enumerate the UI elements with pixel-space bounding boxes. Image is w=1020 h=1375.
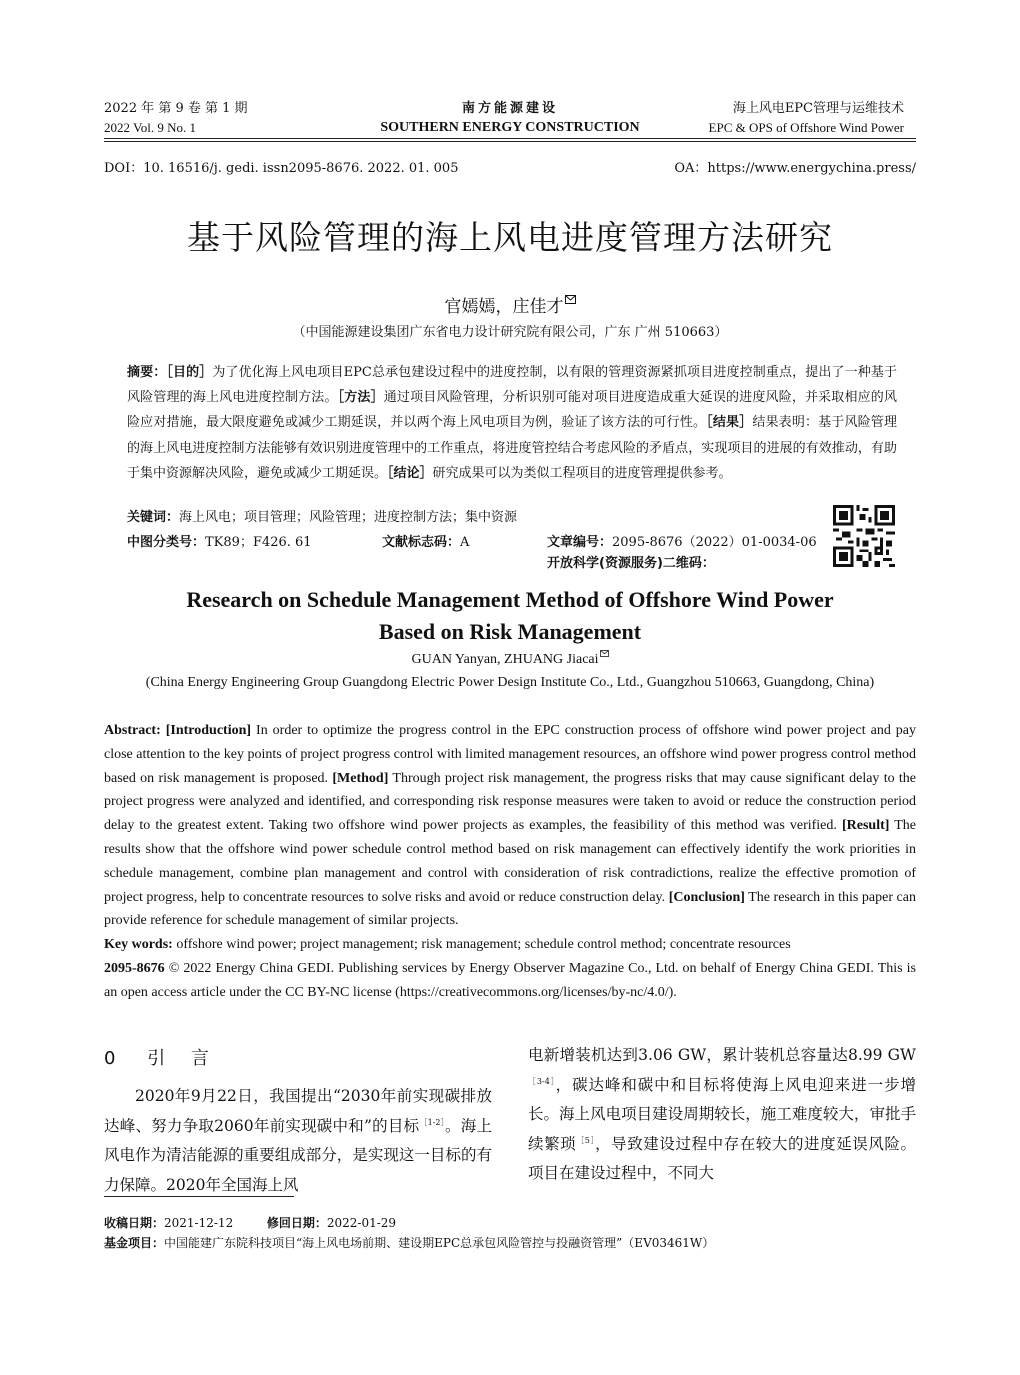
abstract-en-body: [104, 719, 916, 933]
keywords-en-text: offshore wind power; project management; risk management; schedule control method; concentrate resources: [172, 937, 791, 953]
tag-result-en: [Result]: [841, 818, 890, 834]
citation-1[interactable]: ［1-2］: [419, 1117, 446, 1127]
license-statement: [104, 957, 916, 1005]
page-title: 基于风险管理的海上风电进度管理方法研究: [187, 218, 833, 257]
abstract-conclusion: 研究成果可以为类似工程项目的进度管理提供参考。: [432, 465, 732, 481]
column-name-cn: 海上风电EPC管理与运维技术: [732, 101, 904, 116]
abstract-en-label: Abstract:: [104, 723, 161, 738]
tag-intro: [Introduction]: [165, 723, 252, 738]
title-en-line1: Research on Schedule Management Method of Offshore Wind Power: [186, 587, 834, 612]
keywords-label: 关键词：: [127, 510, 180, 525]
qr-code[interactable]: [833, 505, 895, 567]
abstract-en-conclusion: The research in this paper can provide reference for schedule management of similar projects.: [104, 889, 916, 929]
tag-conclusion-en: [Conclusion]: [668, 889, 745, 905]
abstract-en: [104, 719, 916, 1005]
issue-cn: 2022 年 第 9 卷 第 1 期: [104, 101, 248, 116]
keywords-text: 海上风电；项目管理；风险管理；进度控制方法；集中资源: [179, 510, 518, 525]
license-text: © 2022 Energy China GEDI. Publishing services by Energy Observer Magazine Co., Ltd. on behalf of Energy China GEDI. This is an open access article under the CC BY-NC license (https://creativecommons.org/licenses/by-nc/4.0/).: [104, 960, 916, 1000]
tag-purpose: ［目的］: [166, 365, 213, 380]
abstract-label: 摘要：: [127, 365, 167, 380]
fund-label: 基金项目：: [104, 1236, 165, 1250]
article-no-value: 2095-8676（2022）01-0034-06: [612, 535, 817, 550]
abstract-result: 结果表明：基于风险管理的海上风电进度控制方法能够有效识别进度管理中的工作重点，将进度管控结合考虑风险的矛盾点，实现项目的进展的有效推动，有助于集中资源解决风险，避免或减少工期延误。: [127, 415, 897, 481]
tag-conclusion: ［结论］: [387, 465, 433, 481]
journal-name-cn: 南方能源建设: [461, 101, 558, 116]
tag-result: ［结果］: [706, 415, 753, 431]
journal-name-en: SOUTHERN ENERGY CONSTRUCTION: [380, 120, 640, 135]
authors-cn-text: 官嫣嫣，庄佳才: [444, 297, 564, 317]
keywords-en-label: Key words:: [104, 937, 173, 953]
citation-3[interactable]: ［5］: [576, 1135, 596, 1145]
abstract-en-intro: In order to optimize the progress control in the EPC construction process of offshore wind power project and pay close attention to the key points of project progress control with limited management resources, an offshore wind power progress control method based on risk management is proposed.: [104, 723, 917, 786]
section-heading: [104, 1044, 219, 1070]
title-en: [100, 584, 920, 648]
issue-en: 2022 Vol. 9 No. 1: [104, 120, 196, 135]
qr-label: [547, 552, 715, 571]
tag-method: ［方法］: [337, 390, 384, 406]
doccode-value: A: [460, 535, 470, 550]
authors-en: [60, 650, 960, 668]
article-no-label: 文章编号：: [547, 535, 613, 550]
section-title: 引 言: [147, 1048, 219, 1069]
dates-footnote: [104, 1214, 396, 1231]
keywords-en: [104, 933, 916, 957]
footnote-rule: [104, 1196, 294, 1197]
journal-name: [300, 99, 720, 137]
envelope-icon: [600, 650, 609, 657]
abstract-method: 通过项目风险管理，分析识别可能对项目进度造成重大延误的进度风险，并采取相应的风险应对措施，最大限度避免或减少工期延误，并以两个海上风电项目为例，验证了该方法的可行性。: [127, 390, 897, 431]
section-number: 0: [104, 1048, 126, 1069]
clc-value: TK89；F426. 61: [205, 535, 312, 550]
body-right-text-3: ，导致建设过程中存在较大的进度延误风险。项目在建设过程中，不同大: [528, 1134, 916, 1182]
keywords-cn: [127, 506, 517, 525]
affiliation-cn: （中国能源建设集团广东省电力设计研究院有限公司，广东 广州 510663）: [292, 325, 728, 340]
document-code: [382, 531, 469, 550]
revised-date: 2022-01-29: [326, 1216, 397, 1230]
tag-method-en: [Method]: [332, 770, 389, 786]
column-name-en: EPC & OPS of Offshore Wind Power: [708, 120, 904, 135]
revised-label: 修回日期：: [266, 1216, 327, 1230]
doi: DOI：10. 16516/j. gedi. issn2095-8676. 2022. 01. 005: [104, 161, 459, 176]
fund-text: 中国能建广东院科技项目“海上风电场前期、建设期EPC总承包风险管控与投融资管理”（EV03461W）: [164, 1236, 715, 1250]
authors-cn: [60, 292, 960, 317]
abstract-en-method: Through project risk management, the progress risks that may cause significant delay to the project progress were analyzed and identified, and corresponding risk response measures were taken to avoid or reduce the construction period delay to the greatest extent. Taking two offshore wind power projects as examples, the feasibility of this method was verified.: [104, 770, 917, 834]
column-name: [709, 99, 904, 137]
body-column-right: [528, 1041, 916, 1189]
oa-link[interactable]: OA：https://www.energychina.press/: [674, 161, 916, 176]
citation-2[interactable]: ［3-4］: [528, 1076, 556, 1086]
article-number: [547, 531, 817, 550]
title-en-line2: Based on Risk Management: [378, 619, 642, 644]
license-issn: 2095-8676: [104, 960, 165, 976]
abstract-cn: [127, 360, 897, 486]
body-right-text-2: ，碳达峰和碳中和目标将使海上风电迎来进一步增长。海上风电项目建设周期较长，施工难度较大，审批手续繁琐: [528, 1075, 916, 1153]
abstract-purpose: 为了优化海上风电项目EPC总承包建设过程中的进度控制，以有限的管理资源紧抓项目进度控制重点，提出了一种基于风险管理的海上风电进度控制方法。: [127, 365, 897, 406]
affiliation-en: (China Energy Engineering Group Guangdong Electric Power Design Institute Co., Ltd., Guangzhou 510663, Guangdong, China): [145, 675, 875, 690]
journal-issue-info: [104, 99, 248, 137]
header-rule: [104, 138, 916, 139]
body-right-text-1: 电新增装机达到3.06 GW，累计装机总容量达8.99 GW: [528, 1046, 916, 1064]
header-rule-2: [104, 141, 916, 142]
abstract-en-result: The results show that the offshore wind power schedule control method based on risk management can effectively identify the work priorities in schedule management, combine plan management and control with consideration of risk contradictions, realize the effective promotion of project progress, help to concentrate resources to solve risks and avoid or reduce construction delay.: [104, 818, 916, 905]
envelope-icon: [565, 295, 576, 304]
body-column-left: [104, 1082, 492, 1200]
body-left-text-2: 。海上风电作为清洁能源的重要组成部分，是实现这一目标的有力保障。2020年全国海上风: [104, 1116, 492, 1194]
fund-footnote: [104, 1234, 714, 1251]
body-left-text-1: 2020年9月22日，我国提出“2030年前实现碳排放达峰、努力争取2060年前实现碳中和”的目标: [104, 1087, 492, 1135]
doccode-label: 文献标志码：: [382, 535, 461, 550]
authors-en-text: GUAN Yanyan, ZHUANG Jiacai: [411, 652, 599, 667]
received-label: 收稿日期：: [104, 1216, 165, 1230]
clc-code: [127, 531, 312, 550]
qr-label-text: 开放科学(资源服务)二维码：: [547, 556, 715, 571]
clc-label: 中图分类号：: [127, 535, 206, 550]
received-date: 2021-12-12: [164, 1216, 234, 1230]
